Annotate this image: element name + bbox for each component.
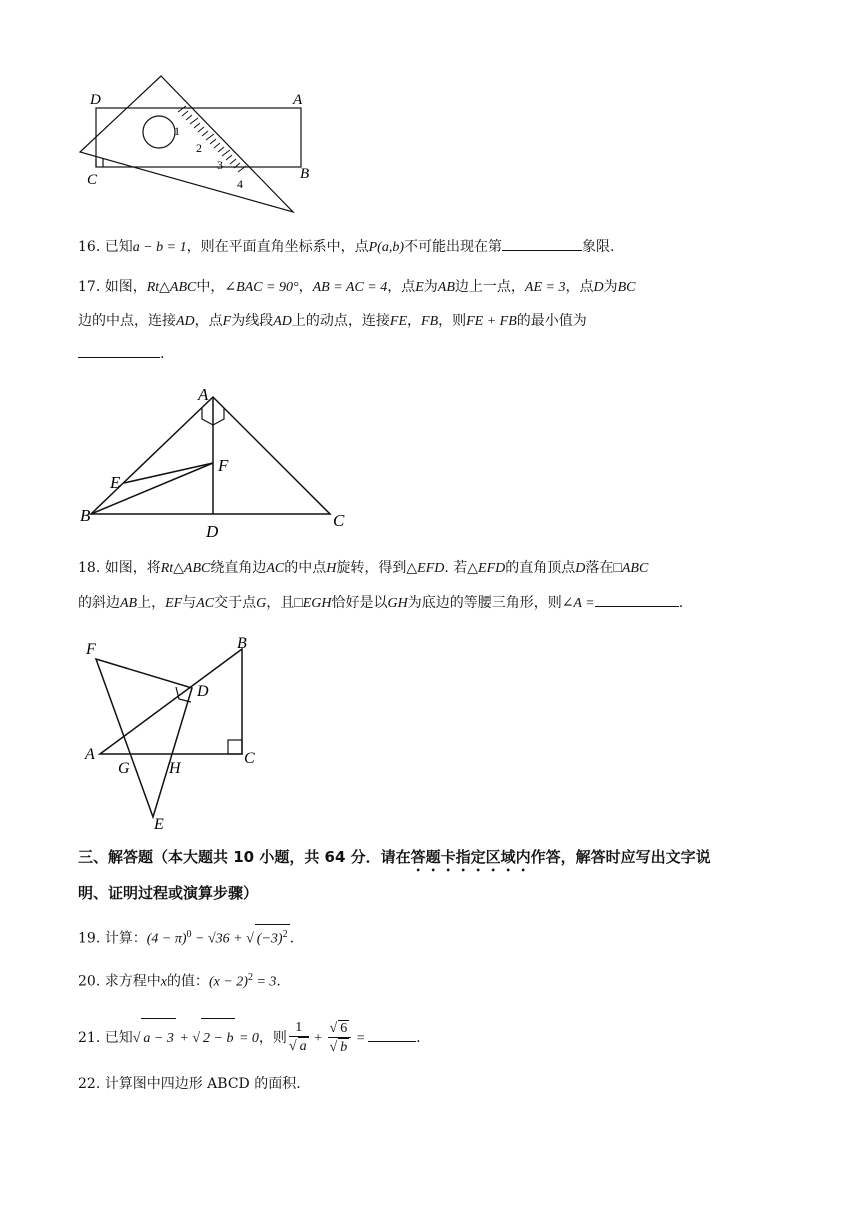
- q17-answer-blank[interactable]: [78, 343, 160, 358]
- q17-text: 的最小值为: [516, 313, 587, 329]
- label-h: H: [169, 760, 181, 777]
- q17-end: .: [160, 346, 165, 362]
- q20-math: (x − 2): [208, 974, 248, 990]
- question-22: [78, 1074, 301, 1094]
- q18-text: 为底边的等腰三角形，则: [407, 595, 562, 611]
- label-b: B: [80, 506, 91, 525]
- q16-condition: a − b = 1: [132, 240, 187, 255]
- section-3-text: 作答，解答时应写出文字说: [530, 848, 711, 866]
- q18-math: □ABC: [613, 561, 649, 576]
- label-c: C: [87, 172, 98, 188]
- right-angle-c: [228, 740, 242, 754]
- q22-text: 计算图中四边形 ABCD 的面积.: [104, 1076, 301, 1092]
- q17-math: AD: [176, 314, 195, 329]
- question-16: [78, 236, 614, 258]
- q20-text: 的值：: [166, 973, 209, 990]
- q21-numerator: 1: [289, 1020, 309, 1037]
- section-3-heading-line-2: [78, 882, 258, 904]
- q17-math: AB = AC = 4: [312, 280, 388, 295]
- section-3-heading: [78, 846, 711, 875]
- question-18-line-2: [78, 592, 683, 614]
- q17-math: BC: [617, 280, 636, 295]
- q17-text: ，: [298, 279, 313, 295]
- q18-number: 18.: [78, 560, 101, 576]
- q17-math: AD: [273, 314, 292, 329]
- q18-math: D: [575, 561, 586, 576]
- q17-text: ，点: [565, 279, 594, 295]
- label-a: A: [293, 92, 303, 108]
- q18-math: GH: [387, 596, 408, 611]
- q18-text: 交于点: [214, 595, 257, 611]
- tick-3: 3: [217, 158, 223, 172]
- q19-sqrt: [255, 924, 290, 950]
- q18-text: 上，: [137, 595, 166, 611]
- question-17-line-1: [78, 277, 635, 298]
- q16-number: 16.: [78, 239, 101, 255]
- q16-text-1: 已知: [104, 239, 133, 255]
- q17-text: 中，: [196, 279, 225, 295]
- q17-text: 边的中点，连接: [78, 313, 176, 329]
- q17-text: 为: [603, 279, 618, 295]
- q17-text: 为线段: [231, 313, 274, 329]
- rectangle-abcd: [96, 108, 301, 167]
- q18-math: G: [256, 596, 267, 611]
- q17-math: FE: [389, 314, 408, 329]
- q21-text: 已知: [104, 1030, 133, 1046]
- segment-fe: [124, 463, 213, 483]
- q18-text: ，且: [266, 595, 295, 611]
- q19-exponent: 2: [282, 929, 288, 940]
- q18-text: 与: [182, 595, 197, 611]
- label-d: D: [90, 92, 101, 108]
- triangle-efd: [96, 659, 192, 817]
- q19-math: − √36 +: [191, 931, 247, 947]
- label-g: G: [118, 760, 130, 777]
- q17-text: 上的动点，连接: [291, 313, 390, 329]
- q17-text: ，: [407, 313, 422, 329]
- q17-math: FB: [421, 314, 439, 329]
- q21-number: 21.: [78, 1030, 101, 1046]
- q18-math: △EFD: [406, 561, 445, 576]
- label-c: C: [333, 511, 345, 530]
- q18-end: .: [678, 595, 684, 611]
- label-e: E: [154, 816, 164, 832]
- q20-math: = 3: [252, 974, 277, 990]
- triangle-ruler: [80, 76, 293, 212]
- q21-denominator: a: [299, 1039, 307, 1054]
- q21-end: .: [416, 1030, 421, 1046]
- triangle-abc: [100, 649, 242, 754]
- q20-end: .: [276, 973, 281, 990]
- q18-text: 落在: [585, 560, 614, 576]
- q21-sqrt-1: a − 3: [141, 1018, 175, 1059]
- q18-text: 的斜边: [78, 595, 120, 611]
- figure-ruler-rectangle: [75, 72, 325, 217]
- q20-text: 求方程中: [104, 973, 161, 990]
- q16-answer-blank[interactable]: [502, 236, 582, 251]
- q19-number: 19.: [78, 930, 101, 947]
- q18-math: EF: [165, 596, 183, 611]
- q17-math: AB: [437, 280, 455, 295]
- tick-4: 4: [237, 177, 243, 191]
- q16-text-3: 不可能出现在第: [404, 239, 503, 255]
- q17-math: AE = 3: [524, 280, 566, 295]
- label-f: F: [218, 456, 229, 475]
- q21-sqrt-2: 2 − b: [201, 1018, 235, 1059]
- triangle-abc: [91, 397, 330, 514]
- section-3-emphasis: 答题卡指定区域内: [410, 848, 531, 866]
- q21-fraction-1: $\frac{1}{√ a}$: [288, 1020, 307, 1054]
- section-3-text: 三、解答题（本大题共 10 小题，共 64 分．请在: [78, 848, 411, 866]
- q21-fraction-2: $\frac{√ 6}{√ b}$: [328, 1020, 352, 1057]
- q17-math: FE + FB: [466, 314, 517, 329]
- section-3-text: 明、证明过程或演算步骤）: [78, 884, 259, 902]
- q18-text: 旋转，得到: [336, 560, 407, 576]
- ruler-circle: [143, 116, 175, 148]
- q17-math: F: [222, 314, 232, 329]
- q22-number: 22.: [78, 1076, 101, 1092]
- question-20: [78, 968, 281, 993]
- label-d: D: [197, 683, 209, 700]
- q18-math: △EFD: [467, 561, 506, 576]
- label-b: B: [237, 635, 247, 652]
- label-b: B: [300, 166, 310, 182]
- q17-text: ，点: [387, 279, 416, 295]
- q18-math: AB: [120, 596, 138, 611]
- q17-text: ，则: [438, 313, 467, 329]
- q17-math: Rt△ABC: [146, 280, 197, 295]
- q18-answer-blank[interactable]: [595, 592, 679, 607]
- q16-point: P(a,b): [368, 240, 405, 255]
- q17-text: ，点: [194, 313, 223, 329]
- q18-math: H: [326, 561, 337, 576]
- q21-text: ，则: [258, 1030, 287, 1046]
- q19-sqrt-inner: (−3): [256, 931, 283, 947]
- q18-math: ∠A =: [561, 596, 595, 611]
- label-e: E: [110, 473, 121, 492]
- question-19: 19. 计算：$(4 - \pi)^0 - √36$ + √ $(-3)^2$ .: [78, 924, 294, 950]
- q21-answer-blank[interactable]: [368, 1027, 416, 1042]
- q17-math: E: [415, 280, 424, 295]
- q17-text: 边上一点，: [454, 279, 525, 295]
- q18-math: AC: [196, 596, 215, 611]
- tick-1: 1: [174, 124, 180, 138]
- q18-text: 恰好是以: [331, 595, 388, 611]
- q19-math: (4 − π): [146, 931, 187, 947]
- q17-number: 17.: [78, 279, 101, 295]
- figure-rotated-triangles: [80, 632, 270, 832]
- q18-text: 的中点: [284, 560, 327, 576]
- q20-variable: x: [160, 974, 167, 990]
- question-21: 21. 已知√ a − 3 + √ 2 − b = 0，则 $\frac{1}{√ a}$ + $\frac{√ 6}{√ b}$ = .: [78, 1018, 421, 1059]
- q17-text: 如图，: [104, 279, 147, 295]
- q17-math: D: [593, 280, 604, 295]
- q21-denominator: b: [340, 1039, 348, 1055]
- question-17-line-3: [78, 343, 164, 364]
- q21-math: = 0: [235, 1031, 259, 1046]
- q18-math: □EGH: [294, 596, 332, 611]
- q19-label: 计算：: [104, 930, 147, 947]
- q18-text: 绕直角边: [210, 560, 267, 576]
- label-c: C: [244, 750, 255, 767]
- label-a: A: [85, 746, 95, 763]
- figure-triangle-abc: [78, 380, 363, 542]
- label-f: F: [86, 641, 96, 658]
- q18-math: AC: [266, 561, 285, 576]
- q18-math: Rt△ABC: [160, 561, 211, 576]
- q16-text-2: ，则在平面直角坐标系中，点: [186, 239, 369, 255]
- q19-end: .: [289, 930, 295, 947]
- q18-text: . 若: [444, 560, 468, 576]
- q17-text: 为: [423, 279, 438, 295]
- q19-exponent: 0: [186, 929, 192, 940]
- label-a: A: [198, 385, 209, 404]
- tick-2: 2: [196, 141, 202, 155]
- q21-numerator: 6: [340, 1020, 348, 1036]
- question-17-line-2: [78, 311, 587, 332]
- q18-text: 如图，将: [104, 560, 161, 576]
- q18-text: 的直角顶点: [505, 560, 576, 576]
- label-d: D: [206, 522, 219, 541]
- q20-exponent: 2: [247, 972, 253, 983]
- question-18-line-1: [78, 558, 648, 579]
- q21-equals: =: [353, 1031, 369, 1046]
- q20-number: 20.: [78, 973, 101, 990]
- q16-text-4: 象限.: [582, 239, 615, 255]
- q17-math: ∠BAC = 90°: [224, 280, 299, 295]
- q21-math: +: [175, 1031, 193, 1046]
